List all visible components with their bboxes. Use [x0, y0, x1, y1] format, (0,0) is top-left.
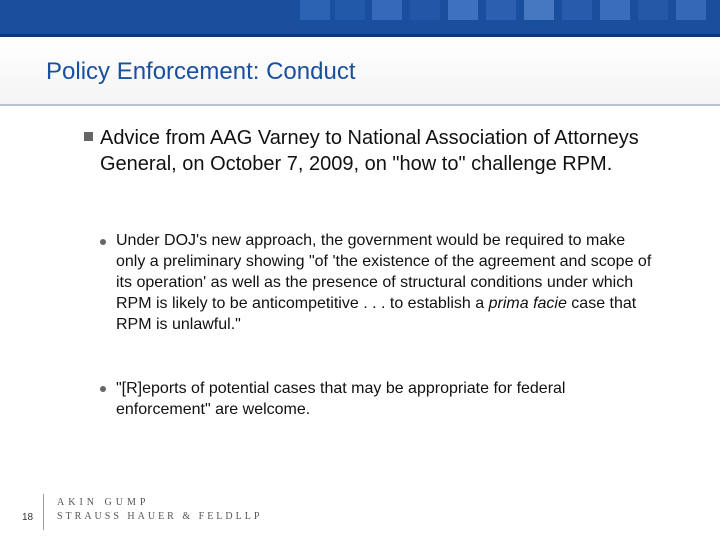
logo-line-1: AKIN GUMP — [57, 497, 150, 508]
banner-tile — [524, 0, 554, 20]
banner-tile — [486, 0, 516, 20]
banner-tile — [335, 0, 365, 20]
round-bullet-icon — [100, 386, 106, 392]
sub-bullet-1-italic: prima facie — [488, 295, 567, 312]
banner-tile — [372, 0, 402, 20]
banner-tile — [410, 0, 440, 20]
main-bullet-text: Advice from AAG Varney to National Association of Attorneys General, on October 7, 2009, on "how to" challenge RPM. — [100, 127, 639, 175]
sub-bullet-2-text: "[R]eports of potential cases that may be appropriate for federal enforcement" are welcome. — [116, 380, 566, 418]
logo-line-2: STRAUSS HAUER & FELDLLP — [57, 511, 263, 522]
title-divider — [0, 104, 720, 106]
logo-divider — [43, 494, 44, 530]
sub-bullet-1-text-part: case that RPM is unlawful." — [116, 295, 637, 333]
square-bullet-icon — [84, 132, 93, 141]
banner-tile — [562, 0, 592, 20]
banner-tile — [676, 0, 706, 20]
firm-logo — [57, 496, 262, 524]
slide-title: Policy Enforcement: Conduct — [46, 58, 356, 85]
sub-bullet-1-text-part: Under DOJ's new approach, the government would be required to make only a preliminary showing "of 'the existence of the agreement and scope of its operation' as well as the presence of structural conditions under which RPM is likely to be anticompetitive . . . to establish a — [116, 232, 652, 312]
banner-tile — [448, 0, 478, 20]
header-banner — [0, 0, 720, 37]
banner-tile — [300, 0, 330, 20]
sub-bullet-1-text — [116, 230, 656, 335]
page-number: 18 — [22, 512, 34, 523]
banner-tile — [600, 0, 630, 20]
round-bullet-icon — [100, 239, 106, 245]
banner-tile — [638, 0, 668, 20]
